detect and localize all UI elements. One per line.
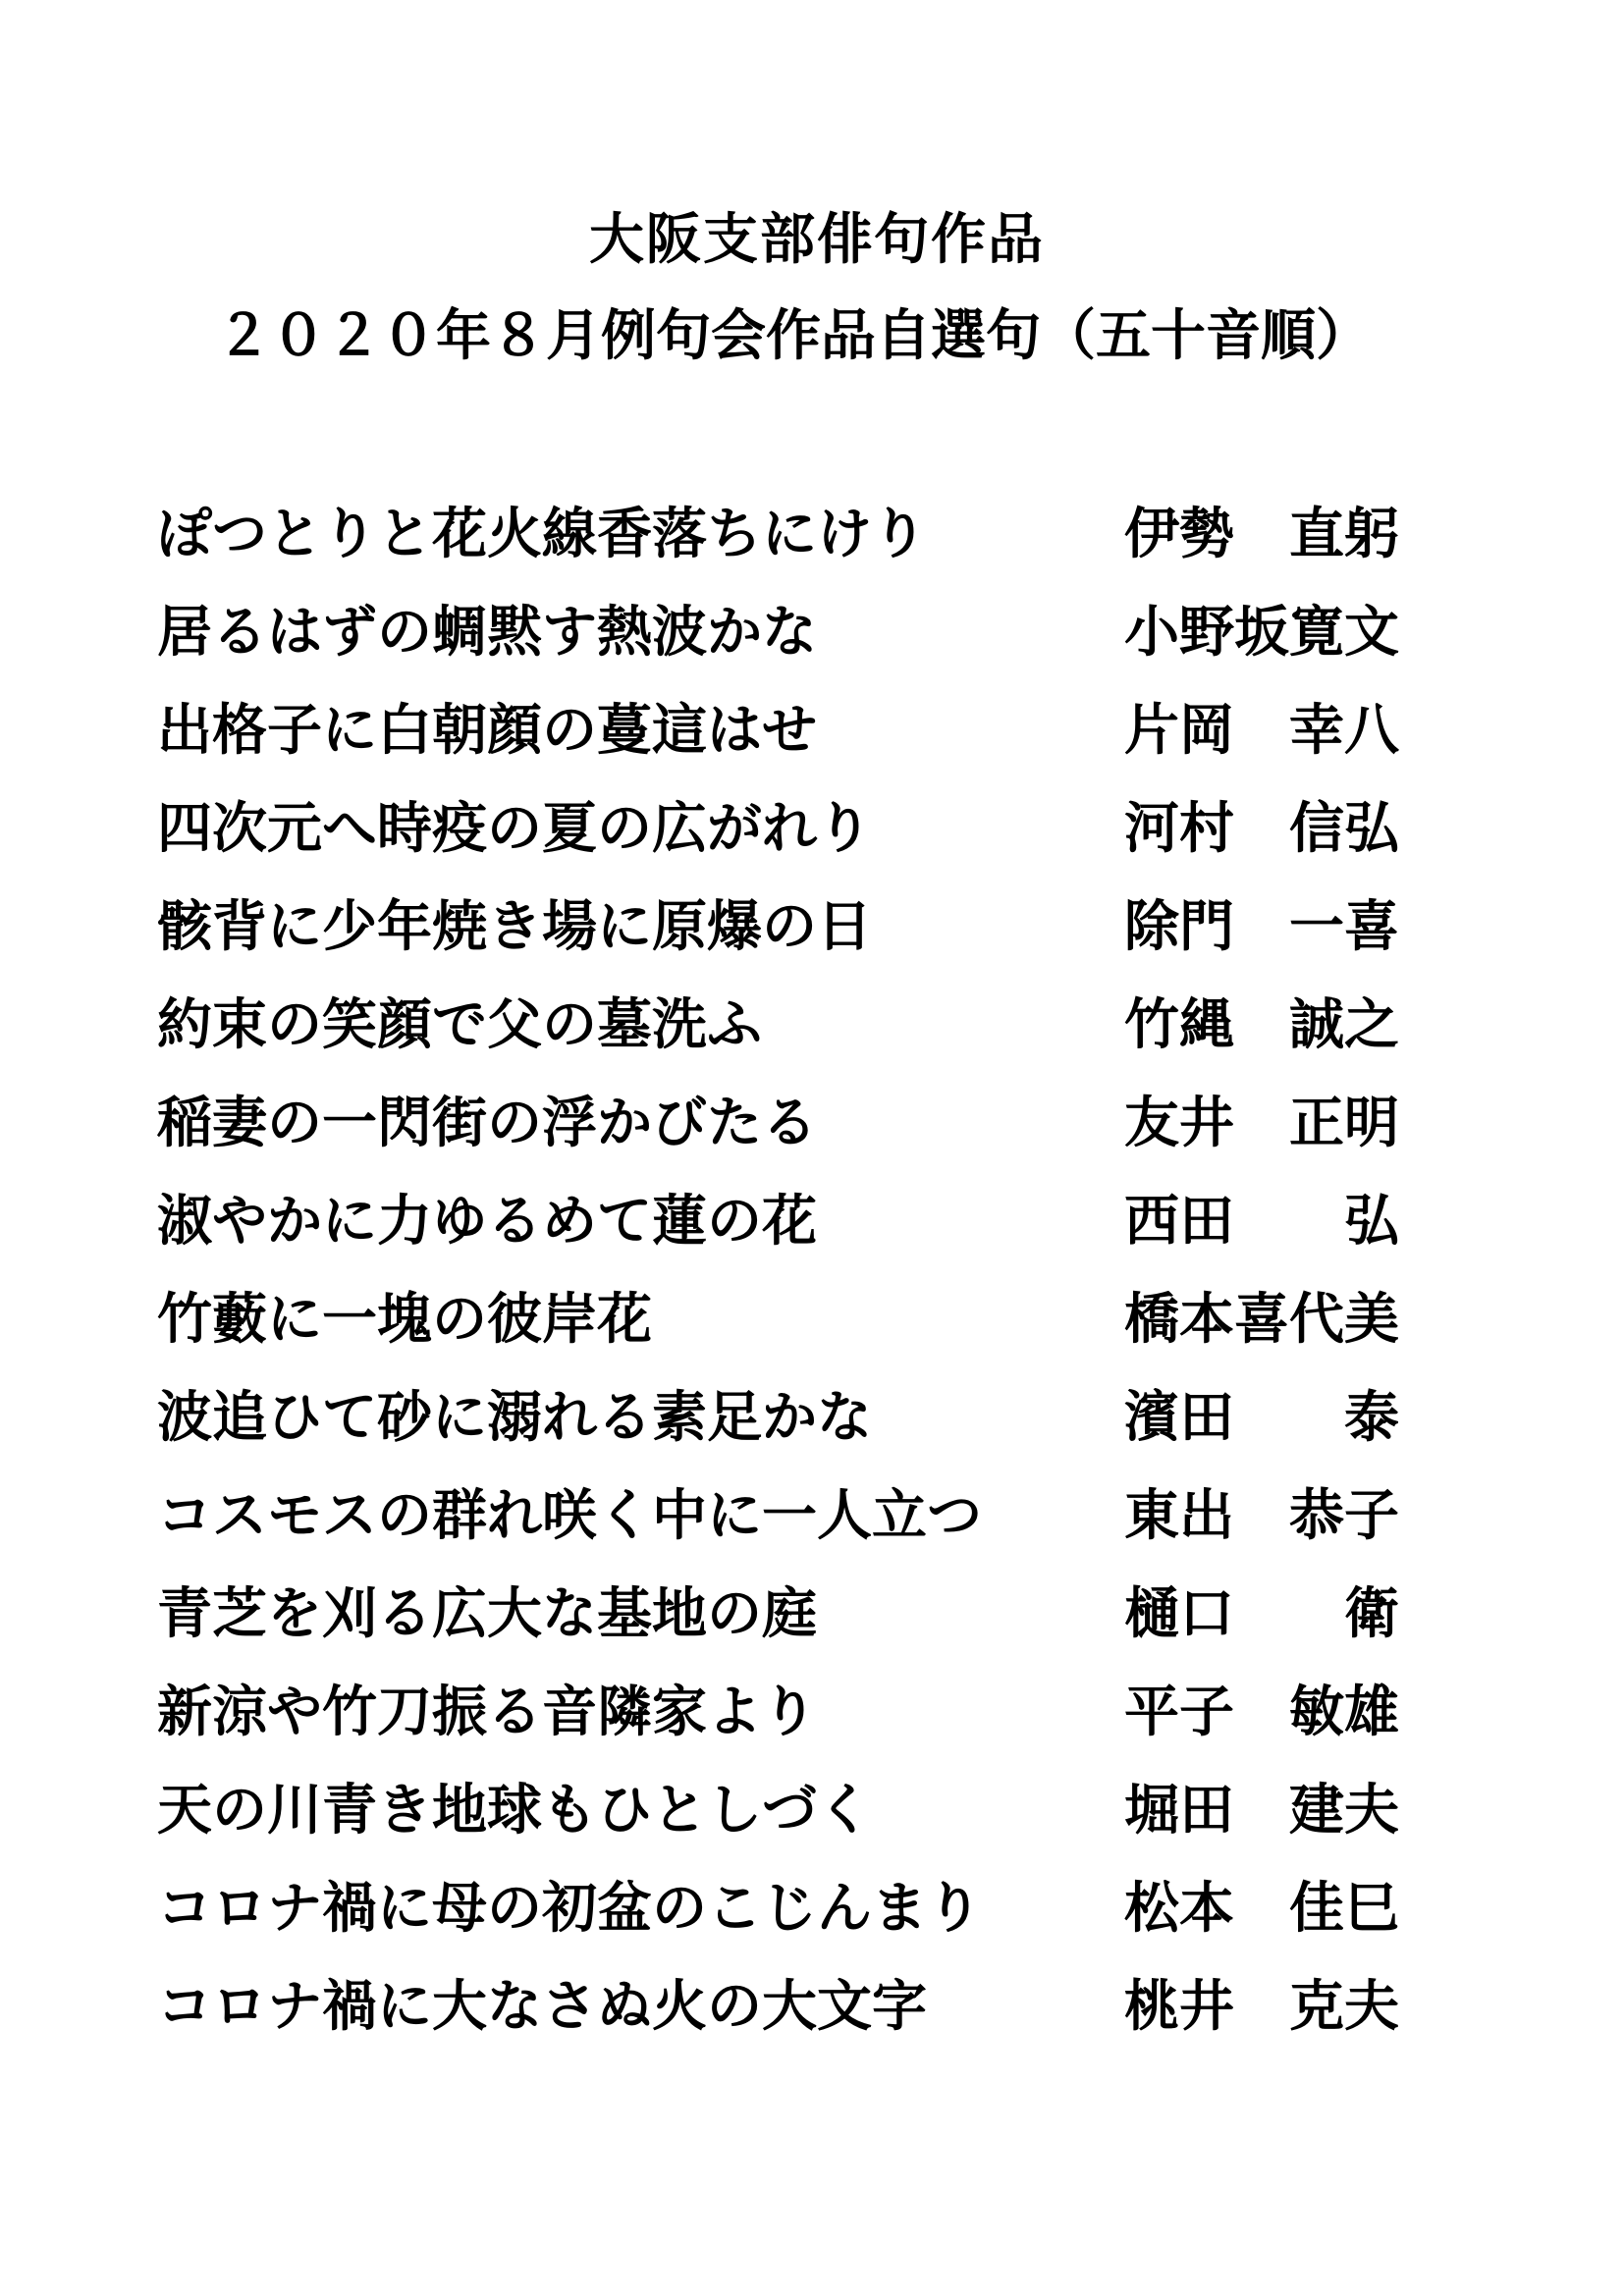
author-name: 樋口 衛 [1124, 1582, 1399, 1646]
author-name: 友井 正明 [1124, 1092, 1399, 1155]
author-name: 平子 敏雄 [1124, 1681, 1399, 1744]
haiku-entry [157, 1571, 1434, 1669]
haiku-text: 天の川青き地球もひとしづく [157, 1779, 872, 1842]
document-title: 大阪支部俳句作品 [589, 208, 1045, 272]
haiku-text: 淑やかに力ゆるめて蓮の花 [157, 1190, 817, 1254]
haiku-entry [157, 1669, 1434, 1767]
haiku-text: 新涼や竹刀振る音隣家より [157, 1681, 817, 1744]
haiku-entry [157, 982, 1434, 1080]
haiku-entry [157, 1178, 1434, 1276]
haiku-text: 四次元へ時疫の夏の広がれり [157, 797, 872, 861]
haiku-entry [157, 785, 1434, 883]
haiku-text: 波追ひて砂に溺れる素足かな [157, 1386, 872, 1450]
haiku-text: 居るはずの蜩黙す熱波かな [157, 601, 817, 665]
author-name: 西田 弘 [1124, 1190, 1399, 1254]
author-name: 東出 恭子 [1124, 1484, 1399, 1548]
author-name: 伊勢 直躬 [1124, 503, 1399, 566]
author-name: 竹縄 誠之 [1124, 993, 1399, 1057]
haiku-entry [157, 1767, 1434, 1865]
haiku-list [157, 491, 1434, 2061]
haiku-entry [157, 1080, 1434, 1178]
haiku-entry [157, 491, 1434, 589]
haiku-text: 約束の笑顔で父の墓洗ふ [157, 993, 762, 1057]
haiku-entry [157, 1865, 1434, 1963]
author-name: 片岡 幸八 [1124, 699, 1399, 763]
haiku-text: 出格子に白朝顔の蔓這はせ [157, 699, 817, 763]
haiku-text: 稲妻の一閃街の浮かびたる [157, 1092, 817, 1155]
document-subtitle: ２０２０年８月例句会作品自選句（五十音順） [216, 304, 1371, 368]
author-name: 堀田 建夫 [1124, 1779, 1399, 1842]
author-name: 除門 一喜 [1124, 895, 1399, 959]
author-name: 河村 信弘 [1124, 797, 1399, 861]
author-name: 橋本喜代美 [1124, 1288, 1399, 1352]
haiku-text: コロナ禍に母の初盆のこじんまり [157, 1877, 982, 1941]
haiku-text: コロナ禍に大なさぬ火の大文字 [157, 1975, 927, 2039]
haiku-text: ぽつとりと花火線香落ちにけり [157, 503, 927, 566]
author-name: 松本 佳巳 [1124, 1877, 1399, 1941]
haiku-entry [157, 687, 1434, 785]
haiku-entry [157, 1963, 1434, 2061]
haiku-text: 骸背に少年焼き場に原爆の日 [157, 895, 872, 959]
author-name: 小野坂寛文 [1124, 601, 1399, 665]
haiku-text: 青芝を刈る広大な基地の庭 [157, 1582, 817, 1646]
author-name: 桃井 克夫 [1124, 1975, 1399, 2039]
haiku-entry [157, 1276, 1434, 1374]
haiku-text: コスモスの群れ咲く中に一人立つ [157, 1484, 982, 1548]
haiku-entry [157, 589, 1434, 687]
haiku-entry [157, 1472, 1434, 1571]
haiku-entry [157, 1374, 1434, 1472]
haiku-entry [157, 883, 1434, 982]
haiku-text: 竹藪に一塊の彼岸花 [157, 1288, 652, 1352]
author-name: 濱田 泰 [1124, 1386, 1399, 1450]
